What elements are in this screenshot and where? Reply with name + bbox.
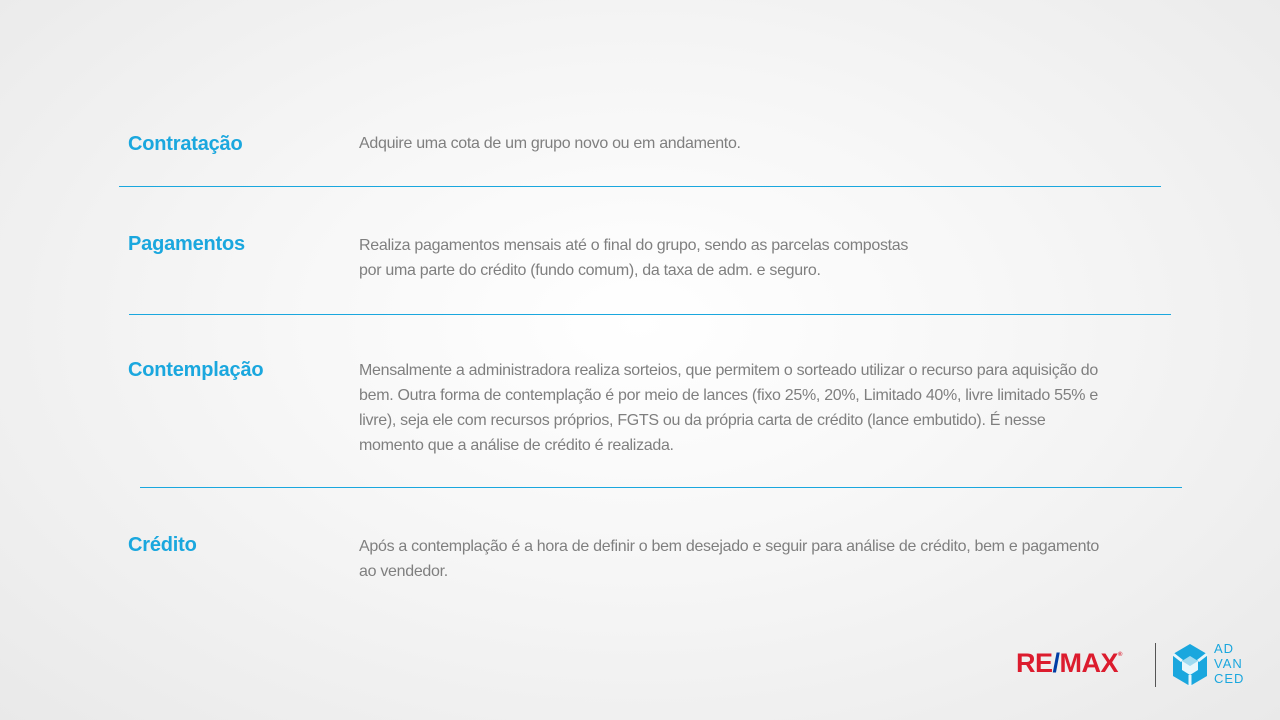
desc-line: Realiza pagamentos mensais até o final do grupo, sendo as parcelas compostas [359,237,909,254]
section-desc-contemplacao [359,358,1098,458]
desc-line: Após a contemplação é a hora de definir o bem desejado e seguir para análise de crédito, bem e pagamento [359,538,1099,555]
section-title-contemplacao: Contemplação [128,359,264,381]
section-title-pagamentos: Pagamentos [128,233,245,255]
desc-line: ao vendedor. [359,563,448,580]
section-desc-pagamentos [359,233,908,283]
divider [140,487,1182,488]
divider [119,186,1161,187]
section-title-credito: Crédito [128,534,197,556]
desc-line: bem. Outra forma de contemplação é por meio de lances (fixo 25%, 20%, Limitado 40%, livre limitado 55% e [359,387,1098,404]
advanced-cube-icon [1170,642,1210,688]
footer-logos [1014,640,1254,690]
divider [129,314,1171,315]
desc-line: Mensalmente a administradora realiza sorteios, que permitem o sorteado utilizar o recurso para aquisição do [359,362,1098,379]
desc-line: Adquire uma cota de um grupo novo ou em andamento. [359,135,741,152]
advanced-wordmark: AD VAN CED [1214,641,1245,686]
desc-line: por uma parte do crédito (fundo comum), da taxa de adm. e seguro. [359,262,821,279]
section-desc-credito [359,534,1099,584]
section-title-contratacao: Contratação [128,133,243,155]
desc-line: momento que a análise de crédito é realizada. [359,437,674,454]
section-desc-contratacao [359,131,741,156]
desc-line: livre), seja ele com recursos próprios, FGTS ou da própria carta de crédito (lance embutido). É nesse [359,412,1046,429]
logo-separator [1155,643,1156,687]
remax-logo: RE/MAX® [1016,648,1122,678]
